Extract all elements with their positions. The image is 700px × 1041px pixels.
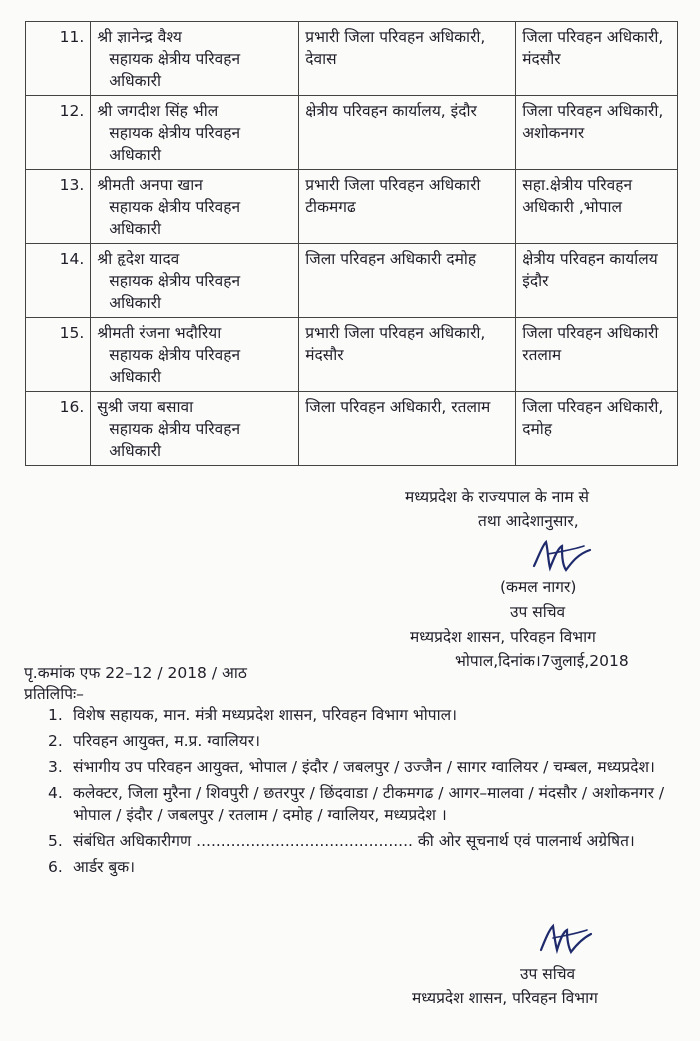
row-number: 11. [26, 22, 91, 96]
officer-cell [91, 96, 299, 170]
row-number: 16. [26, 392, 91, 466]
place-date: भोपाल,दिनांक।7जुलाई,2018 [455, 652, 629, 670]
item-text: संभागीय उप परिवहन आयुक्त, भोपाल / इंदौर / जबलपुर / उज्जैन / सागर ग्वालियर / चम्बल, मध्यप्रदेश। [73, 758, 655, 776]
signatory-name: (कमल नागर) [500, 578, 577, 596]
closing-designation: उप सचिव [520, 965, 576, 983]
row-number: 12. [26, 96, 91, 170]
new-posting: क्षेत्रीय परिवहन कार्यालय इंदौर [516, 244, 678, 318]
new-posting: सहा.क्षेत्रीय परिवहन अधिकारी ,भोपाल [516, 170, 678, 244]
row-number: 14. [26, 244, 91, 318]
table-row [26, 96, 678, 170]
current-posting: प्रभारी जिला परिवहन अधिकारी, मंदसौर [299, 318, 516, 392]
officer-cell [91, 244, 299, 318]
item-number: 6. [48, 858, 63, 876]
item-number: 4. [48, 784, 63, 802]
officer-name: श्री जगदीश सिंह भील [97, 102, 219, 120]
item-text: विशेष सहायक, मान. मंत्री मध्यप्रदेश शासन, परिवहन विभाग भोपाल। [73, 706, 457, 724]
list-item [48, 856, 668, 878]
table-row [26, 392, 678, 466]
signature-mark [528, 536, 598, 578]
new-posting: जिला परिवहन अधिकारी रतलाम [516, 318, 678, 392]
officer-cell [91, 170, 299, 244]
item-number: 2. [48, 732, 63, 750]
current-posting: प्रभारी जिला परिवहन अधिकारी टीकमगढ [299, 170, 516, 244]
officer-name: श्रीमती अनपा खान [97, 176, 203, 194]
officer-name: श्रीमती रंजना भदौरिया [97, 324, 222, 342]
list-item [48, 704, 668, 726]
table-row [26, 318, 678, 392]
signatory-designation: उप सचिव [510, 603, 566, 621]
item-number: 3. [48, 758, 63, 776]
signatory-department: मध्यप्रदेश शासन, परिवहन विभाग [410, 628, 596, 646]
officer-cell [91, 22, 299, 96]
officer-name: सुश्री जया बसावा [97, 398, 194, 416]
new-posting: जिला परिवहन अधिकारी, दमोह [516, 392, 678, 466]
officer-designation: सहायक क्षेत्रीय परिवहन अधिकारी [109, 50, 241, 90]
current-posting: प्रभारी जिला परिवहन अधिकारी, देवास [299, 22, 516, 96]
current-posting: जिला परिवहन अधिकारी दमोह [299, 244, 516, 318]
officer-designation: सहायक क्षेत्रीय परिवहन अधिकारी [109, 420, 241, 460]
authority-line-2: तथा आदेशानुसार, [478, 512, 579, 530]
officer-name: श्री ज्ञानेन्द्र वैश्य [97, 28, 182, 46]
closing-department: मध्यप्रदेश शासन, परिवहन विभाग [412, 989, 598, 1007]
officer-cell [91, 318, 299, 392]
list-item [48, 730, 668, 752]
list-item [48, 756, 668, 778]
officer-designation: सहायक क्षेत्रीय परिवहन अधिकारी [109, 346, 241, 386]
item-number: 1. [48, 706, 63, 724]
officer-designation: सहायक क्षेत्रीय परिवहन अधिकारी [109, 198, 241, 238]
table-row [26, 22, 678, 96]
signature-mark-2 [535, 920, 595, 960]
item-text: परिवहन आयुक्त, म.प्र. ग्वालियर। [73, 732, 260, 750]
list-item [48, 830, 668, 852]
item-number: 5. [48, 832, 63, 850]
table-row [26, 244, 678, 318]
current-posting: जिला परिवहन अधिकारी, रतलाम [299, 392, 516, 466]
new-posting: जिला परिवहन अधिकारी, मंदसौर [516, 22, 678, 96]
transfer-table [25, 21, 678, 466]
row-number: 15. [26, 318, 91, 392]
item-text: आर्डर बुक। [73, 858, 136, 876]
list-item [48, 782, 668, 826]
row-number: 13. [26, 170, 91, 244]
copy-to-list [48, 704, 668, 882]
reference-number: पृ.कमांक एफ 22–12 / 2018 / आठ [24, 664, 247, 682]
officer-cell [91, 392, 299, 466]
officer-designation: सहायक क्षेत्रीय परिवहन अधिकारी [109, 272, 241, 312]
current-posting: क्षेत्रीय परिवहन कार्यालय, इंदौर [299, 96, 516, 170]
authority-line: मध्यप्रदेश के राज्यपाल के नाम से [405, 488, 590, 506]
new-posting: जिला परिवहन अधिकारी, अशोकनगर [516, 96, 678, 170]
copy-to-label: प्रतिलिपिः– [24, 685, 84, 703]
item-text: संबंधित अधिकारीगण ............................................ की ओर सूचनार्थ एवं पालनार्थ अग्रेषित। [73, 832, 635, 850]
officer-designation: सहायक क्षेत्रीय परिवहन अधिकारी [109, 124, 241, 164]
officer-name: श्री हृदेश यादव [97, 250, 180, 268]
item-text: कलेक्टर, जिला मुरैना / शिवपुरी / छतरपुर / छिंदवाडा / टीकमगढ / आगर–मालवा / मंदसौर / अशोकनगर / भोपाल / इंदौर / जबलपुर / रतलाम / दमोह / ग्वालियर, मध्यप्रदेश । [73, 784, 665, 824]
table-row [26, 170, 678, 244]
